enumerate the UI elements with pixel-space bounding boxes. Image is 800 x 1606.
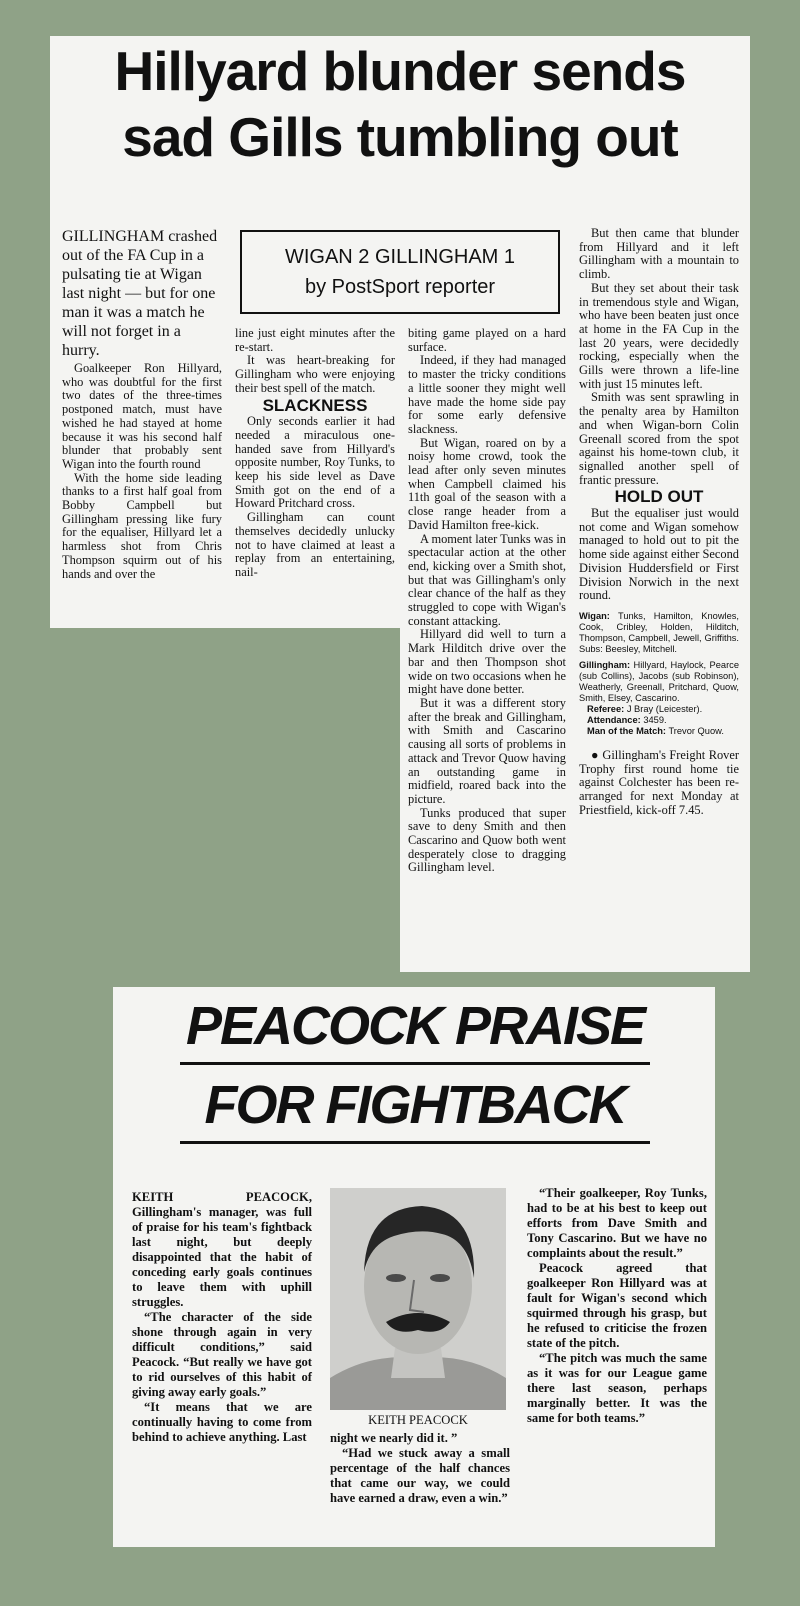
article1-col3-p7: Tunks produced that super save to deny Smith and then Cascarino and Quow both went desperately close to dragging Gillingham level. (408, 805, 566, 875)
article1-col2-p4: Gillingham can count themselves decidedly unlucky not to have claimed at least a replay from an entertaining, nail- (235, 510, 395, 579)
referee-line (587, 704, 739, 715)
article1-col4-p2: But they set about their task in tremendous style and Wigan, who have been beaten just once at home in the FA Cup in the last 20 years, were decidedly rocking, especially when the Gills were thrown a life-line with just 15 minutes left. (579, 280, 739, 391)
scorebox-byline: by PostSport reporter (304, 276, 496, 298)
article1-col3-p6: But it was a different story after the break and Gillingham, with Smith and Cascarino causing all sorts of problems in attack and Trevor Quow having an outstanding game in midfield, roared back into the picture. (408, 695, 566, 806)
article1-col3-p2: Indeed, if they had managed to master the tricky conditions a little sooner they might well have made the home side pay for some early defensive slackness. (408, 353, 566, 436)
article1-col3-p5: Hillyard did well to turn a Mark Hilditch drive over the bar and then Thompson shot wide on two occasions when he might have done better. (408, 627, 566, 697)
wigan-lineup (579, 611, 739, 655)
article1-col4-p3: Smith was sent sprawling in the penalty area by Hamilton and when Wigan-born Colin Greenall scored from the spot against his home-town club, it signalled another spell of frantic pressure. (579, 390, 739, 487)
article1-headline (58, 38, 742, 170)
article2-column-1 (132, 1190, 312, 1445)
article2-col3-p2: Peacock agreed that goalkeeper Ron Hillyard was at fault for Wigan's second which squirmed through his grasp, but he refused to criticise the frozen state of the pitch. (527, 1261, 707, 1350)
article1-col2-p1: line just eight minutes after the re-start. (235, 326, 395, 354)
article2-col2-p1: night we nearly did it. ” (330, 1431, 458, 1445)
wigan-label: Wigan: (579, 610, 610, 621)
article1-col1-p1: Goalkeeper Ron Hillyard, who was doubtful for the first two dates of the three-times postponed match, must have wished he had stayed at home because it was his second half blunder that probably sent Wigan into the fourth round (62, 361, 222, 471)
attendance-value: 3459. (643, 714, 667, 725)
article1-column-4 (579, 227, 739, 818)
article1-col4-p4: But the equaliser just would not come and Wigan somehow managed to hold out to pit the home side against either Second Division Huddersfield or First Division Norwich in the next round. (579, 506, 739, 603)
article1-col3-p1: biting game played on a hard surface. (408, 326, 566, 354)
article2-headline-line2: FOR FIGHTBACK (204, 1075, 626, 1135)
gillingham-label: Gillingham: (579, 659, 631, 670)
motm-line (587, 726, 739, 737)
motm-value: Trevor Quow. (668, 725, 724, 736)
bullet-icon: ● (591, 747, 603, 762)
motm-label: Man of the Match: (587, 725, 667, 736)
article1-headline-line1: Hillyard blunder sends (114, 40, 686, 102)
article2-column-2 (330, 1431, 510, 1506)
article1-col2-p3: Only seconds earlier it had needed a miraculous one-handed save from Hillyard's opposite number, Roy Tunks, to keep his side level as Dave Smith got on the end of a Howard Pritchard cross. (235, 414, 395, 511)
gillingham-lineup (579, 660, 739, 704)
scorebox-score: WIGAN 2 GILLINGHAM 1 (284, 246, 516, 268)
portrait-icon (330, 1188, 506, 1410)
photo-caption: KEITH PEACOCK (368, 1413, 468, 1427)
article2-headline-line1: PEACOCK PRAISE (185, 996, 645, 1056)
fixture-note (579, 749, 739, 818)
article1-column-3 (408, 327, 566, 875)
keith-peacock-photo (330, 1188, 506, 1410)
article2-headline-rule-2 (180, 1141, 650, 1144)
wigan-team: Tunks, Hamilton, Knowles, Cook, Cribley, Holden, Hilditch, Thompson, Campbell, Jewell, Griffiths. Subs: Beesley, Mitchell. (579, 610, 739, 654)
article1-col3-p4: A moment later Tunks was in spectacular action at the other end, kicking over a Smith shot, but that was Gillingham's only clear chance of the half as they struggled to cope with Wigan's constant attacking. (408, 531, 566, 628)
attendance-label: Attendance: (587, 714, 641, 725)
article2-headline (140, 990, 690, 1144)
article2-headline-rule-1 (180, 1062, 650, 1065)
article1-column-1 (62, 227, 222, 581)
subhead-slackness: SLACKNESS (262, 395, 368, 415)
article2-col3-p3: “The pitch was much the same as it was for our League game there last season, perhaps marginally better. It was the same for both teams.” (527, 1351, 707, 1425)
article2-col2-p2: “Had we stuck away a small percentage of the half chances that came our way, we could have earned a draw, even a win.” (330, 1446, 510, 1505)
referee-value: J Bray (Leicester). (626, 703, 703, 714)
referee-label: Referee: (587, 703, 625, 714)
article2-column-3 (527, 1186, 707, 1426)
scorebox (240, 230, 560, 314)
article1-headline-line2: sad Gills tumbling out (122, 106, 678, 168)
article1-lead: GILLINGHAM crashed out of the FA Cup in a pulsating tie at Wigan last night — but for one man it was a match he will not forget in a hurry. (62, 228, 218, 359)
article2-col3-p1: “Their goalkeeper, Roy Tunks, had to be at his best to keep out efforts from Dave Smith and Tony Cascarino. But we have no complaints about the result.” (527, 1186, 707, 1260)
article2-col1-p3: “It means that we are continually having to come from behind to achieve anything. Last (132, 1400, 312, 1444)
article1-col4-p1: But then came that blunder from Hillyard and it left Gillingham with a mountain to climb. (579, 226, 739, 282)
article1-column-2 (235, 327, 395, 580)
team-lineups (579, 611, 739, 737)
article2-col1-p2: “The character of the side shone through again in very difficult conditions,” said Peacock. “But really we have got to rid ourselves of this habit of giving away early goals.” (132, 1310, 312, 1399)
article1-col2-p2: It was heart-breaking for Gillingham who were enjoying their best spell of the match. (235, 353, 395, 395)
attendance-line (587, 715, 739, 726)
article1-col1-p2: With the home side leading thanks to a first half goal from Bobby Campbell but Gillingham pressing like fury for the equaliser, Hillyard let a harmless shot from Chris Thompson squirm out of his hands and over the (62, 470, 222, 581)
gillingham-team: Hillyard, Haylock, Pearce (sub Collins), Jacobs (sub Robinson), Weatherly, Greenall, Pritchard, Quow, Smith, Elsey, Cascarino. (579, 659, 739, 703)
subhead-hold-out: HOLD OUT (614, 487, 704, 507)
article1-col3-p3: But Wigan, roared on by a noisy home crowd, took the lead after only seven minutes when Campbell claimed his 11th goal of the season with a close range header from a David Hamilton free-kick. (408, 435, 566, 532)
fixture-note-text: Gillingham's Freight Rover Trophy first round home tie against Colchester has been re-arranged for next Monday at Priestfield, kick-off 7.45. (579, 747, 739, 817)
article2-col1-p1: KEITH PEACOCK, Gillingham's manager, was full of praise for his team's fightback last night, but deeply disappointed that the habit of conceding early goals continues to leave them with uphill struggles. (132, 1190, 312, 1309)
